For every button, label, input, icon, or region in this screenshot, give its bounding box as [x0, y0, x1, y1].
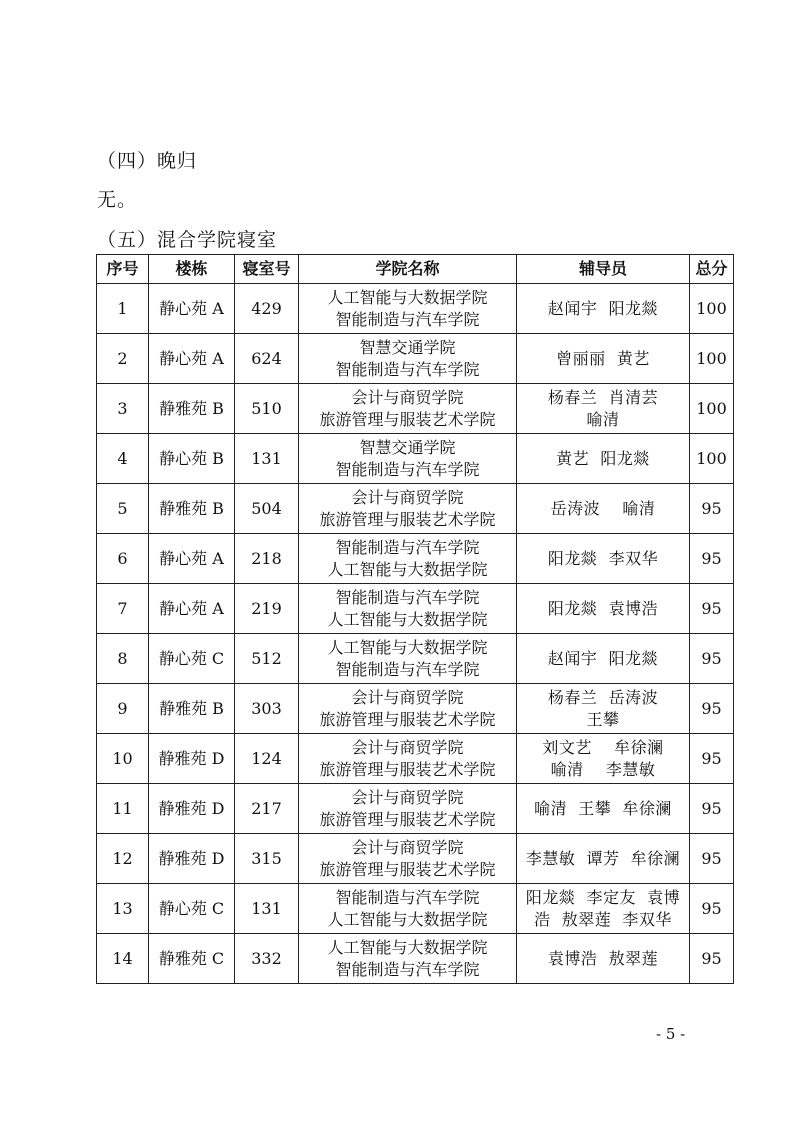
counselor-names: 阳龙燚 李定友 袁博	[525, 887, 681, 907]
counselor-names: 阳龙燚 李双华	[547, 548, 659, 568]
table-row	[97, 484, 734, 534]
cell-score: 95	[690, 584, 734, 634]
cell-colleges	[299, 684, 517, 734]
header-college: 学院名称	[299, 255, 517, 284]
cell-room: 504	[235, 484, 299, 534]
table-row	[97, 534, 734, 584]
college-name: 人工智能与大数据学院	[327, 909, 488, 929]
table-row	[97, 434, 734, 484]
cell-building: 静心苑 C	[149, 884, 235, 934]
counselor-names: 王攀	[586, 709, 620, 729]
cell-colleges	[299, 434, 517, 484]
table-row	[97, 834, 734, 884]
late-return-text: 无。	[97, 189, 138, 211]
cell-no: 9	[97, 684, 149, 734]
cell-colleges	[299, 534, 517, 584]
college-name: 人工智能与大数据学院	[327, 559, 488, 579]
cell-counselors	[517, 884, 690, 934]
college-name: 智能制造与汽车学院	[335, 887, 480, 907]
cell-score: 95	[690, 834, 734, 884]
cell-counselors	[517, 534, 690, 584]
table-row	[97, 684, 734, 734]
cell-counselors	[517, 784, 690, 834]
college-name: 智能制造与汽车学院	[335, 959, 480, 979]
college-name: 智能制造与汽车学院	[335, 659, 480, 679]
cell-no: 12	[97, 834, 149, 884]
cell-colleges	[299, 734, 517, 784]
cell-counselors	[517, 484, 690, 534]
college-name: 人工智能与大数据学院	[327, 637, 488, 657]
cell-room: 332	[235, 934, 299, 984]
cell-no: 13	[97, 884, 149, 934]
cell-building: 静心苑 C	[149, 634, 235, 684]
cell-score: 100	[690, 384, 734, 434]
cell-colleges	[299, 834, 517, 884]
cell-colleges	[299, 334, 517, 384]
table-row	[97, 734, 734, 784]
cell-building: 静心苑 A	[149, 334, 235, 384]
cell-counselors	[517, 834, 690, 884]
college-name: 会计与商贸学院	[351, 487, 464, 507]
table-row	[97, 334, 734, 384]
counselor-names: 阳龙燚 袁博浩	[547, 598, 659, 618]
cell-no: 4	[97, 434, 149, 484]
counselor-names: 曾丽丽 黄艺	[556, 348, 650, 368]
cell-counselors	[517, 434, 690, 484]
college-name: 智能制造与汽车学院	[335, 459, 480, 479]
counselor-names: 喻清 王攀 牟徐澜	[534, 798, 672, 818]
section-heading-late-return: （四）晚归	[97, 150, 198, 172]
college-name: 会计与商贸学院	[351, 837, 464, 857]
cell-room: 429	[235, 284, 299, 334]
counselor-names: 杨春兰 岳涛波	[547, 687, 659, 707]
cell-room: 510	[235, 384, 299, 434]
cell-score: 95	[690, 734, 734, 784]
college-name: 人工智能与大数据学院	[327, 937, 488, 957]
header-score: 总分	[690, 255, 734, 284]
cell-building: 静雅苑 B	[149, 384, 235, 434]
cell-room: 218	[235, 534, 299, 584]
table-row	[97, 884, 734, 934]
cell-no: 6	[97, 534, 149, 584]
cell-building: 静心苑 A	[149, 584, 235, 634]
cell-counselors	[517, 384, 690, 434]
cell-colleges	[299, 934, 517, 984]
header-building: 楼栋	[149, 255, 235, 284]
college-name: 人工智能与大数据学院	[327, 609, 488, 629]
college-name: 旅游管理与服装艺术学院	[319, 759, 496, 779]
cell-no: 1	[97, 284, 149, 334]
cell-building: 静雅苑 B	[149, 684, 235, 734]
college-name: 智慧交通学院	[359, 437, 456, 457]
counselor-names: 袁博浩 敖翠莲	[547, 948, 659, 968]
cell-room: 217	[235, 784, 299, 834]
cell-score: 95	[690, 684, 734, 734]
cell-colleges	[299, 784, 517, 834]
cell-counselors	[517, 934, 690, 984]
cell-counselors	[517, 334, 690, 384]
counselor-names: 黄艺 阳龙燚	[556, 448, 650, 468]
cell-counselors	[517, 684, 690, 734]
cell-room: 512	[235, 634, 299, 684]
cell-score: 95	[690, 934, 734, 984]
counselor-names: 李慧敏 谭芳 牟徐澜	[525, 848, 681, 868]
cell-no: 14	[97, 934, 149, 984]
college-name: 旅游管理与服装艺术学院	[319, 809, 496, 829]
cell-building: 静心苑 B	[149, 434, 235, 484]
cell-score: 95	[690, 634, 734, 684]
college-name: 智能制造与汽车学院	[335, 537, 480, 557]
cell-colleges	[299, 884, 517, 934]
cell-no: 11	[97, 784, 149, 834]
cell-colleges	[299, 384, 517, 434]
counselor-names: 喻清	[586, 409, 620, 429]
cell-room: 624	[235, 334, 299, 384]
cell-score: 95	[690, 534, 734, 584]
mixed-dorm-table	[96, 254, 734, 984]
college-name: 会计与商贸学院	[351, 737, 464, 757]
cell-score: 95	[690, 484, 734, 534]
cell-building: 静心苑 A	[149, 284, 235, 334]
cell-counselors	[517, 734, 690, 784]
college-name: 会计与商贸学院	[351, 687, 464, 707]
college-name: 会计与商贸学院	[351, 787, 464, 807]
cell-building: 静雅苑 D	[149, 734, 235, 784]
college-name: 旅游管理与服装艺术学院	[319, 409, 496, 429]
cell-no: 8	[97, 634, 149, 684]
table-row	[97, 934, 734, 984]
cell-counselors	[517, 284, 690, 334]
header-counselor: 辅导员	[517, 255, 690, 284]
table-row	[97, 584, 734, 634]
header-room: 寝室号	[235, 255, 299, 284]
counselor-names: 浩 敖翠莲 李双华	[534, 909, 672, 929]
cell-no: 10	[97, 734, 149, 784]
cell-room: 315	[235, 834, 299, 884]
college-name: 智能制造与汽车学院	[335, 587, 480, 607]
counselor-names: 喻清 李慧敏	[550, 759, 656, 779]
table-body	[97, 284, 734, 984]
table-row	[97, 634, 734, 684]
cell-no: 5	[97, 484, 149, 534]
counselor-names: 岳涛波 喻清	[550, 498, 656, 518]
cell-room: 303	[235, 684, 299, 734]
table-row	[97, 784, 734, 834]
table-row	[97, 284, 734, 334]
table-row	[97, 384, 734, 434]
cell-score: 100	[690, 334, 734, 384]
cell-score: 100	[690, 434, 734, 484]
college-name: 人工智能与大数据学院	[327, 287, 488, 307]
cell-room: 219	[235, 584, 299, 634]
cell-score: 95	[690, 884, 734, 934]
header-no: 序号	[97, 255, 149, 284]
college-name: 旅游管理与服装艺术学院	[319, 859, 496, 879]
counselor-names: 赵闻宇 阳龙燚	[547, 648, 659, 668]
college-name: 旅游管理与服装艺术学院	[319, 709, 496, 729]
cell-score: 95	[690, 784, 734, 834]
page-number: - 5 -	[656, 1025, 686, 1043]
college-name: 智能制造与汽车学院	[335, 359, 480, 379]
college-name: 智慧交通学院	[359, 337, 456, 357]
cell-building: 静雅苑 C	[149, 934, 235, 984]
cell-score: 100	[690, 284, 734, 334]
cell-colleges	[299, 634, 517, 684]
cell-building: 静心苑 A	[149, 534, 235, 584]
cell-no: 2	[97, 334, 149, 384]
cell-no: 7	[97, 584, 149, 634]
cell-room: 131	[235, 434, 299, 484]
cell-building: 静雅苑 D	[149, 834, 235, 884]
cell-no: 3	[97, 384, 149, 434]
cell-room: 124	[235, 734, 299, 784]
college-name: 会计与商贸学院	[351, 387, 464, 407]
section-heading-mixed-dorms: （五）混合学院寝室	[97, 229, 278, 251]
cell-building: 静雅苑 D	[149, 784, 235, 834]
college-name: 智能制造与汽车学院	[335, 309, 480, 329]
college-name: 旅游管理与服装艺术学院	[319, 509, 496, 529]
cell-colleges	[299, 484, 517, 534]
counselor-names: 杨春兰 肖清芸	[547, 387, 659, 407]
cell-colleges	[299, 584, 517, 634]
cell-building: 静雅苑 B	[149, 484, 235, 534]
cell-room: 131	[235, 884, 299, 934]
table-header-row	[97, 255, 734, 284]
counselor-names: 赵闻宇 阳龙燚	[547, 298, 659, 318]
cell-colleges	[299, 284, 517, 334]
cell-counselors	[517, 584, 690, 634]
cell-counselors	[517, 634, 690, 684]
counselor-names: 刘文艺 牟徐澜	[542, 737, 664, 757]
